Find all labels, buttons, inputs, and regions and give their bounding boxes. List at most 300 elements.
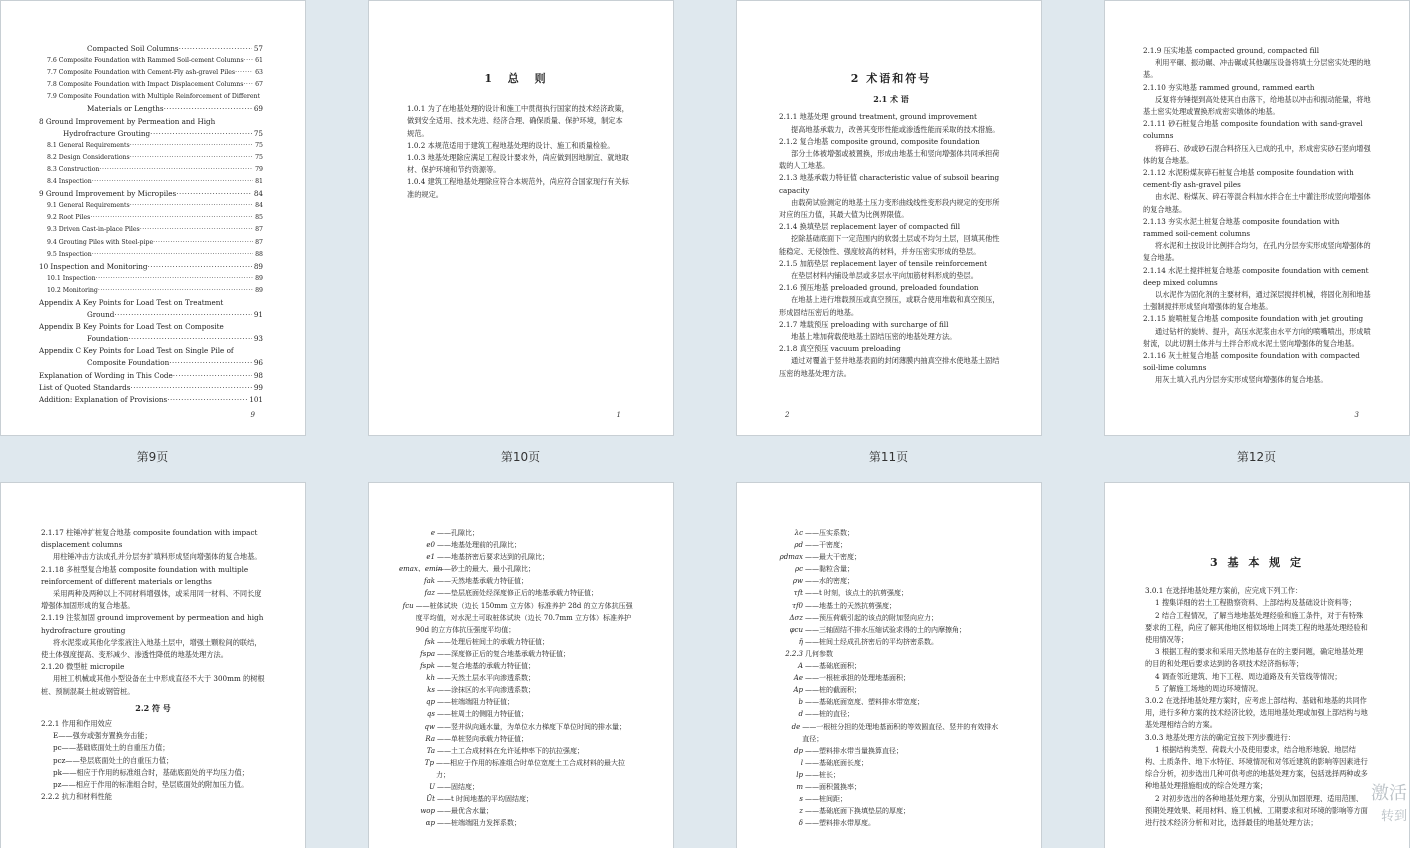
paragraph: 部分土体被增强或被置换，形成由地基土和竖向增强体共同承担荷载的人工地基。 [779, 149, 1000, 171]
symbol-row [767, 612, 1003, 624]
toc-entry-page: 87 [255, 226, 263, 234]
symbol-definition: ——桩端端阻力发挥系数； [437, 819, 521, 828]
toc-leader-dots [130, 152, 253, 164]
symbol-definition: ——预压荷载引起的该点的附加竖向应力； [805, 613, 938, 622]
toc-entry-title: 7.9 Composite Foundation with Multiple Reinforcement of Different [47, 93, 260, 101]
paragraph: E——强夯或强夯置换夯击能； [53, 731, 152, 741]
toc-entry-page: 69 [253, 104, 263, 114]
toc-entry-page: 84 [253, 189, 263, 199]
toc-entry-title: 8.3 Construction [47, 165, 100, 173]
symbol: 2.2.3 [785, 649, 803, 658]
symbol-row [767, 539, 1003, 551]
toc-entry-page: 93 [253, 334, 263, 344]
toc-entry-title: Appendix A Key Points for Load Test on Treatment [39, 297, 224, 307]
toc-entry [39, 212, 263, 224]
symbol-definition: ——t 时间地基的平均固结度； [437, 795, 534, 804]
symbol: Ae [793, 674, 803, 683]
symbol-definition: ——相应于作用的标准组合时单位宽度土工合成材料的最大拉力； [435, 758, 625, 779]
symbol: η̄ [798, 637, 803, 646]
paragraph: 由载荷试验测定的地基土压力变形曲线线性变形段内规定的变形所对应的压力值，其最大值为比例界限值。 [779, 197, 1000, 220]
symbol: αp [425, 819, 435, 828]
symbol-row [767, 575, 1003, 587]
symbol: s [799, 795, 803, 804]
toc-entry [39, 103, 263, 115]
paragraph: pc——基础底面处土的自重压力值； [53, 743, 170, 753]
symbol: Ap [793, 686, 803, 695]
toc-entry-page: 79 [255, 165, 263, 173]
symbol-row [767, 817, 1003, 829]
toc-entry-title: List of Quoted Standards [39, 382, 131, 392]
toc-leader-dots [148, 261, 252, 273]
toc-entry-title: 8.2 Design Considerations [47, 153, 130, 161]
toc-leader-dots [98, 285, 253, 297]
symbol: Tp [424, 758, 434, 767]
toc-leader-dots [173, 370, 252, 382]
symbol-row [767, 708, 1003, 720]
symbol-definition: ——塑料排水带当量换算直径； [805, 746, 903, 755]
toc-entry-page: 89 [255, 286, 263, 294]
page-folio: 2 [785, 411, 790, 419]
toc-entry [39, 176, 263, 188]
symbol: l [800, 758, 803, 767]
symbol-definition: ——基础底面长度； [805, 758, 868, 767]
symbol-definition: ——土工合成材料在允许延伸率下的抗拉强度； [437, 746, 584, 755]
paragraph: 2.1.16 灰土桩复合地基 composite foundation with compacted soil-lime columns [1143, 351, 1360, 373]
symbol-row [767, 805, 1003, 817]
symbol-definition: ——桩体试块（边长 150mm 立方体）标准养护 28d 的立方体抗压强度平均值，对水泥土可取桩体试块（边长 70.7mm 立方体）标准养护 90d 的立方体抗压强度平均值； [415, 601, 633, 634]
symbol-row [767, 769, 1003, 781]
symbol-row [767, 624, 1003, 636]
symbol: A [797, 662, 803, 671]
paragraph: 2.1.19 注浆加固 ground improvement by permeation and high hydrofracture grouting [41, 613, 264, 635]
toc-entry-title: Appendix C Key Points for Load Test on Single Pile of [39, 346, 234, 356]
paragraph: 1.0.1 为了在地基处理的设计和施工中贯彻执行国家的技术经济政策，做到安全适用、技术先进、经济合理、确保质量、保护环境，制定本规范。 [407, 104, 629, 138]
toc-entry [39, 200, 263, 212]
paragraph: 1 根据结构类型、荷载大小及使用要求，结合地形地貌、地层结构、土质条件、地下水特征、环境情况和对邻近建筑的影响等因素进行综合分析，初步选出几种可供考虑的地基处理方案，包括选择两种或多种地基处理措施组成的综合处理方案； [1145, 744, 1368, 791]
section-heading: 2.2 符 号 [135, 702, 171, 713]
page-body [1145, 483, 1369, 829]
page-caption-11[interactable]: 第11页 [868, 450, 909, 464]
page-body [41, 527, 265, 803]
symbol-definition: ——水的密度； [805, 577, 854, 586]
paragraph: 2.1.7 堆载预压 preloading with surcharge of fill [779, 319, 949, 329]
paragraph: 由水泥、粉煤灰、碎石等混合料加水拌合在土中灌注形成竖向增强体的复合地基。 [1143, 192, 1371, 214]
symbol: Ta [426, 746, 435, 755]
symbol-row [399, 757, 633, 781]
symbol-row [399, 805, 633, 817]
page-folio: 3 [1354, 411, 1359, 419]
toc-leader-dots [92, 249, 253, 261]
symbol-row [767, 551, 1003, 563]
symbol-row [399, 672, 633, 684]
paragraph: pk——相应于作用的标准组合时，基础底面处的平均压力值； [53, 767, 249, 777]
page-thumbnail-13[interactable] [0, 482, 306, 848]
symbol-definition: ——桩间距； [805, 795, 847, 804]
symbol-definition: ——塑料排水带厚度。 [805, 819, 875, 828]
toc-leader-dots [153, 237, 253, 249]
symbol-row [399, 575, 633, 587]
symbol-definition: ——桩的截面积； [805, 686, 861, 695]
symbol-definition: 几何参数 [805, 649, 833, 658]
paragraph: 挖除基础底面下一定范围内的软弱土层或不均匀土层，回填其他性能稳定、无侵蚀性、强度较高的材料，并夯压密实形成的垫层。 [779, 234, 1000, 256]
toc-entry-title: 8.1 General Requirements [47, 141, 130, 149]
symbol-definition: ——压实系数； [805, 529, 854, 537]
toc-entry-title: 7.7 Composite Foundation with Cement-Fly ash-gravel Piles [47, 69, 236, 77]
symbol-row [767, 648, 1003, 660]
symbol-row [399, 733, 633, 745]
toc-entry-page: 84 [255, 202, 263, 210]
symbol-definition: ——桩周土的侧阻力特征值； [437, 710, 528, 719]
symbol-list [399, 527, 633, 829]
toc-entry-title: 9.4 Grouting Piles with Steel-pipe [47, 238, 154, 246]
paragraph: 1 搜集详细的岩土工程勘察资料、上部结构及基础设计资料等； [1155, 598, 1356, 608]
paragraph: 3.0.2 在选择地基处理方案时，应考虑上部结构、基础和地基的共同作用，进行多种方案的技术经济比较，选用地基处理或加强上部结构与地基处理相结合的方案。 [1145, 696, 1368, 730]
page-folio: 1 [616, 411, 621, 419]
symbol: Ūt [426, 795, 435, 804]
toc-entry-page: 75 [255, 153, 263, 161]
symbol-row [767, 696, 1003, 708]
toc-entry-page: 81 [255, 178, 263, 186]
paragraph: 以水泥作为固化剂的主要材料，通过深层搅拌机械，将固化剂和地基土强制搅拌形成竖向增强体的复合地基。 [1143, 290, 1371, 312]
page-caption-9[interactable]: 第9页 [136, 450, 169, 464]
symbol: ρdmax [779, 553, 803, 562]
symbol-definition: ——干密度； [805, 541, 847, 550]
symbol-row [767, 757, 1003, 769]
toc-entry-page: 99 [253, 382, 263, 392]
toc-entry [39, 321, 263, 333]
symbol: λc [794, 529, 803, 537]
symbol-row [767, 527, 1003, 539]
symbol: τf0 [792, 601, 803, 610]
paragraph: 2.1.1 地基处理 ground treatment, ground improvement [779, 112, 977, 122]
toc-entry [39, 79, 263, 91]
symbol-row [399, 648, 633, 660]
symbol-definition: ——一根桩分担的处理地基面积的等效圆直径、竖井的有效排水直径； [802, 722, 999, 743]
toc-entry-title: 9.1 General Requirements [47, 202, 130, 210]
paragraph: 利用平碾、振动碾、冲击碾或其他碾压设备将填土分层密实处理的地基。 [1143, 58, 1371, 80]
paragraph: 3.0.1 在选择地基处理方案前，应完成下列工作： [1145, 586, 1303, 596]
toc-leader-dots [128, 333, 252, 345]
paragraph: 2 对初步选出的各种地基处理方案，分别从加固原理、适用范围、预期处理效果、耗用材料、施工机械、工期要求和对环境的影响等方面进行技术经济分析和对比，选择最佳的地基处理方法； [1145, 793, 1368, 828]
toc-entry-page: 67 [255, 81, 263, 89]
page-thumbnail-9[interactable] [0, 0, 306, 436]
paragraph: 反复将夯锤提到高处使其自由落下，给地基以冲击和振动能量，将地基土密实处理或置换形成密实墩体的地基。 [1143, 94, 1371, 117]
toc-entry-title: 10.2 Monitoring [47, 286, 98, 294]
toc-entry-page: 85 [255, 214, 263, 222]
toc-leader-dots [167, 394, 247, 406]
paragraph: 2.1.3 地基承载力特征值 characteristic value of subsoil bearing capacity [779, 173, 1000, 195]
symbol-definition: ——天然地基承载力特征值； [437, 577, 528, 586]
page-folio: 9 [250, 411, 255, 419]
toc-entry-title: 9.5 Inspection [47, 250, 92, 258]
symbol-row [399, 600, 633, 636]
toc-entry-page: 75 [253, 128, 263, 138]
paragraph: 在垫层材料内铺设单层或多层水平向加筋材料形成的垫层。 [791, 271, 978, 281]
toc-entry [39, 91, 263, 103]
symbol: qs [426, 710, 435, 719]
symbol: m [796, 782, 803, 791]
paragraph: 将水泥浆或其他化学浆液注入地基土层中，增强土颗粒间的联结，使土体强度提高、变形减少、渗透性降低的地基处理方法。 [41, 637, 262, 660]
paragraph: 2.2.1 作用和作用效应 [41, 719, 112, 729]
symbol-definition: ——处理后桩间土的承载力特征值； [437, 637, 549, 646]
paragraph: 2.1.2 复合地基 composite ground, composite foundation [779, 136, 980, 146]
toc-leader-dots [244, 55, 254, 67]
symbol: φcu [789, 625, 803, 634]
activation-watermark: 激活 [1371, 783, 1407, 804]
toc-entry-title: Ground [87, 310, 115, 320]
paragraph: 2.1.15 旋喷桩复合地基 composite foundation with jet grouting [1143, 314, 1364, 324]
page-thumbnail-16[interactable] [1104, 482, 1410, 848]
toc-entry-page: 91 [253, 310, 263, 320]
toc-entry-title: 7.6 Composite Foundation with Rammed Soil-cement Columns [47, 57, 244, 65]
paragraph: 1.0.4 建筑工程地基处理除应符合本规范外，尚应符合国家现行有关标准的规定。 [407, 177, 629, 199]
toc-entry [39, 309, 263, 321]
symbol-row [767, 587, 1003, 599]
toc-leader-dots [169, 357, 252, 369]
symbol-row [767, 672, 1003, 684]
symbol: b [798, 698, 803, 707]
page-thumbnail-12[interactable] [1104, 0, 1410, 436]
paragraph: 2.2.2 抗力和材料性能 [41, 792, 112, 802]
symbol-definition: ——地基处理前的孔隙比； [437, 541, 521, 550]
paragraph: 2.1.13 夯实水泥土桩复合地基 composite foundation with rammed soil-cement columns [1143, 216, 1340, 239]
toc-entry [39, 67, 263, 79]
symbol: ρc [794, 565, 803, 574]
toc-entry-title: Hydrofracture Grouting [63, 128, 151, 138]
paragraph: 通过对覆盖于竖井地基表面的封闭薄膜内抽真空排水使地基土固结压密的地基处理方法。 [779, 356, 1000, 378]
paragraph: 2.1.20 微型桩 micropile [41, 662, 125, 672]
paragraph: 在地基上进行堆载预压或真空预压，或联合使用堆载和真空预压，形成固结压密后的地基。 [779, 295, 1000, 317]
symbol-row [767, 793, 1003, 805]
symbol-definition: ——垫层底面处经深度修正后的地基承载力特征值； [437, 589, 598, 598]
toc-leader-dots [150, 128, 252, 140]
page-caption-10[interactable]: 第10页 [500, 450, 541, 464]
symbol: e [430, 529, 435, 537]
symbol-row [399, 660, 633, 672]
symbol-row [399, 745, 633, 757]
toc-leader-dots [140, 224, 253, 236]
paragraph: 3.0.3 地基处理方法的确定宜按下列步骤进行： [1145, 732, 1295, 742]
symbol: Δσz [789, 613, 803, 622]
symbol-row [767, 684, 1003, 696]
paragraph: 提高地基承载力，改善其变形性能或渗透性能而采取的技术措施。 [791, 124, 1000, 134]
symbol-definition: ——单桩竖向承载力特征值； [437, 734, 528, 743]
paragraph: 通过钻杆的旋转、提升，高压水泥浆由水平方向的喷嘴喷出，形成喷射流，以此切割土体并与土拌合形成水泥土竖向增强体的复合地基。 [1143, 326, 1371, 348]
toc-leader-dots [130, 200, 253, 212]
symbol: fspk [420, 662, 435, 671]
symbol-definition: ——竖井纵向通水量，为单位水力梯度下单位时间的排水量； [437, 722, 626, 731]
symbol-row [767, 745, 1003, 757]
symbol-definition: ——基础底面宽度、塑料排水带宽度； [805, 698, 924, 707]
toc-entry-title: Materials or Lengths [87, 104, 164, 114]
symbol-definition: ——砂土的最大、最小孔隙比； [437, 565, 535, 574]
toc-entry [39, 345, 263, 357]
toc-leader-dots [179, 43, 252, 55]
symbol-row [399, 551, 633, 563]
table-of-contents [39, 43, 263, 406]
toc-leader-dots [130, 140, 253, 152]
toc-entry-page: 63 [255, 69, 263, 77]
toc-entry [39, 297, 263, 309]
symbol: faz [424, 589, 435, 598]
symbol: emax、emin [399, 565, 443, 574]
paragraph: 采用两种及两种以上不同材料增强体，或采用同一材料、不同长度增强体加固形成的复合地基。 [41, 589, 262, 611]
paragraph: 1.0.3 地基处理除应满足工程设计要求外，尚应做到因地制宜、就地取材、保护环境和节约资源等。 [407, 153, 629, 175]
toc-entry-title: 8.4 Inspection [47, 178, 92, 186]
symbol-row [767, 600, 1003, 612]
symbol-definition: ——三轴固结不排水压缩试验求得的土的内摩擦角； [805, 625, 966, 634]
symbol-row [399, 696, 633, 708]
toc-entry [39, 370, 263, 382]
toc-entry [39, 394, 263, 406]
toc-entry-page: 57 [253, 44, 263, 53]
paragraph: pcz——垫层底面处土的自重压力值； [53, 755, 174, 765]
toc-entry [39, 261, 263, 273]
page-thumbnail-11[interactable] [736, 0, 1042, 436]
paragraph: 将水泥和土按设计比例拌合均匀，在孔内分层夯实形成竖向增强体的复合地基。 [1143, 241, 1371, 263]
toc-entry-page: 98 [253, 370, 263, 380]
symbol-definition: ——面积置换率； [805, 782, 861, 791]
paragraph: 用柱锤冲击方法成孔并分层夯扩填料形成竖向增强体的复合地基。 [53, 552, 262, 562]
toc-entry [39, 152, 263, 164]
toc-entry-title: Explanation of Wording in This Code [39, 370, 173, 380]
toc-entry-title: 8 Ground Improvement by Permeation and High [39, 116, 216, 126]
toc-entry-page: 89 [255, 274, 263, 282]
toc-leader-dots [164, 103, 252, 115]
toc-entry-page: 61 [255, 57, 263, 65]
symbol: ρw [792, 577, 803, 586]
symbol: Ra [425, 734, 435, 743]
symbol: e1 [426, 553, 435, 562]
symbol: de [791, 722, 801, 731]
symbol-definition: ——桩长； [805, 770, 840, 779]
paragraph: 2.1.8 真空预压 vacuum preloading [779, 344, 901, 354]
paragraph: 2.1.5 加筋垫层 replacement layer of tensile reinforcement [779, 258, 988, 268]
symbol: δ [798, 819, 803, 828]
toc-leader-dots [96, 273, 254, 285]
toc-entry [39, 333, 263, 345]
symbol-definition: ——地基挤密后要求达到的孔隙比； [437, 553, 549, 562]
toc-entry [39, 43, 263, 55]
paragraph: 3 根据工程的要求和采用天然地基存在的主要问题，确定地基处理的目的和处理后要求达到的各项技术经济指标等； [1145, 647, 1364, 669]
toc-entry [39, 273, 263, 285]
symbol-row [399, 708, 633, 720]
toc-leader-dots [235, 67, 253, 79]
paragraph: 2.1.18 多桩型复合地基 composite foundation with multiple reinforcement of different materials or lengths [41, 564, 249, 586]
page-thumbnail-10[interactable] [368, 0, 674, 436]
symbol: dp [794, 746, 803, 755]
symbol: z [799, 807, 803, 816]
paragraph: 2 结合工程情况，了解当地地基处理经验和施工条件，对于有特殊要求的工程，尚应了解其他地区相似场地上同类工程的地基处理经验和使用情况等； [1145, 610, 1368, 645]
symbol-row [767, 721, 1003, 745]
symbol-definition: ——最大干密度； [805, 553, 861, 562]
symbol-list [767, 527, 1003, 829]
symbol: τft [793, 589, 803, 598]
symbol-definition: ——涂抹区的水平向渗透系数； [437, 686, 535, 695]
toc-entry [39, 285, 263, 297]
symbol-definition: ——桩端端阻力特征值； [437, 698, 514, 707]
toc-entry-title: Composite Foundation [87, 358, 170, 368]
symbol-definition: ——一根桩承担的处理地基面积； [805, 674, 910, 683]
toc-entry [39, 116, 263, 128]
symbol: e0 [426, 541, 435, 550]
toc-leader-dots [90, 212, 253, 224]
page-body [1143, 45, 1371, 387]
symbol: fak [423, 577, 435, 586]
paragraph: 2.1.4 换填垫层 replacement layer of compacted fill [779, 222, 961, 232]
symbol: qw [424, 722, 435, 731]
paragraph: 1.0.2 本规范适用于建筑工程地基处理的设计、施工和质量检验。 [407, 140, 615, 150]
page-thumbnail-15[interactable] [736, 482, 1042, 848]
symbol: fspa [420, 649, 435, 658]
symbol-row [399, 793, 633, 805]
toc-entry [39, 382, 263, 394]
paragraph: 2.1.17 柱锤冲扩桩复合地基 composite foundation with impact displacement columns [41, 528, 258, 550]
symbol-row [399, 817, 633, 829]
symbol-row [399, 587, 633, 599]
toc-entry-page: 87 [255, 238, 263, 246]
symbol: kh [426, 674, 435, 683]
toc-entry-page: 75 [255, 141, 263, 149]
symbol: qp [426, 698, 435, 707]
toc-entry-page: 96 [253, 358, 263, 368]
symbol: ks [427, 686, 435, 695]
toc-entry [39, 164, 263, 176]
symbol: fcu [402, 601, 414, 610]
symbol: lp [796, 770, 803, 779]
toc-entry-title: 10 Inspection and Monitoring [39, 261, 148, 271]
toc-entry [39, 237, 263, 249]
symbol-definition: ——桩的直径； [805, 710, 854, 719]
toc-entry-title: 10.1 Inspection [47, 274, 96, 282]
page-body [779, 1, 1003, 380]
toc-entry [39, 128, 263, 140]
symbol-definition: ——孔隙比； [437, 529, 479, 537]
toc-leader-dots [176, 188, 252, 200]
chapter-heading: 2 术语和符号 [850, 72, 932, 85]
toc-entry-page: 89 [253, 261, 263, 271]
chapter-heading: 3 基 本 规 定 [1210, 556, 1304, 569]
symbol-definition: ——深度修正后的复合地基承载力特征值； [437, 649, 570, 658]
toc-entry [39, 357, 263, 369]
section-heading: 2.1 术 语 [873, 94, 909, 105]
symbol-row [399, 527, 633, 539]
symbol-definition: ——天然土层水平向渗透系数； [437, 674, 535, 683]
symbol-definition: ——黏粒含量； [805, 565, 854, 574]
symbol: U [429, 782, 435, 791]
symbol-definition: ——基础底面下换填垫层的厚度； [805, 807, 910, 816]
symbol-row [767, 660, 1003, 672]
paragraph: 2.1.9 压实地基 compacted ground, compacted fill [1143, 46, 1320, 55]
toc-entry [39, 188, 263, 200]
page-caption-12[interactable]: 第12页 [1236, 450, 1277, 464]
symbol-row [399, 563, 633, 575]
page-body [407, 1, 629, 201]
symbol-row [767, 563, 1003, 575]
toc-entry-title: 9.3 Driven Cast-in-place Piles [47, 226, 140, 234]
paragraph: 用灰土填入孔内分层夯实形成竖向增强体的复合地基。 [1155, 375, 1328, 385]
toc-entry-title: Foundation [87, 334, 129, 344]
toc-leader-dots [100, 164, 254, 176]
page-thumbnail-14[interactable] [368, 482, 674, 848]
toc-entry-title: 9.2 Root Piles [47, 214, 91, 222]
toc-entry-title: Compacted Soil Columns [87, 44, 179, 53]
symbol-definition: ——复合地基的承载力特征值； [437, 662, 535, 671]
toc-entry-title: 9 Ground Improvement by Micropiles [39, 189, 177, 199]
toc-entry-page: 88 [255, 250, 263, 258]
activation-watermark-sub: 转到 [1380, 809, 1407, 824]
paragraph: 将碎石、砂或砂石混合料挤压入已成的孔中，形成密实砂石竖向增强体的复合地基。 [1143, 143, 1371, 165]
